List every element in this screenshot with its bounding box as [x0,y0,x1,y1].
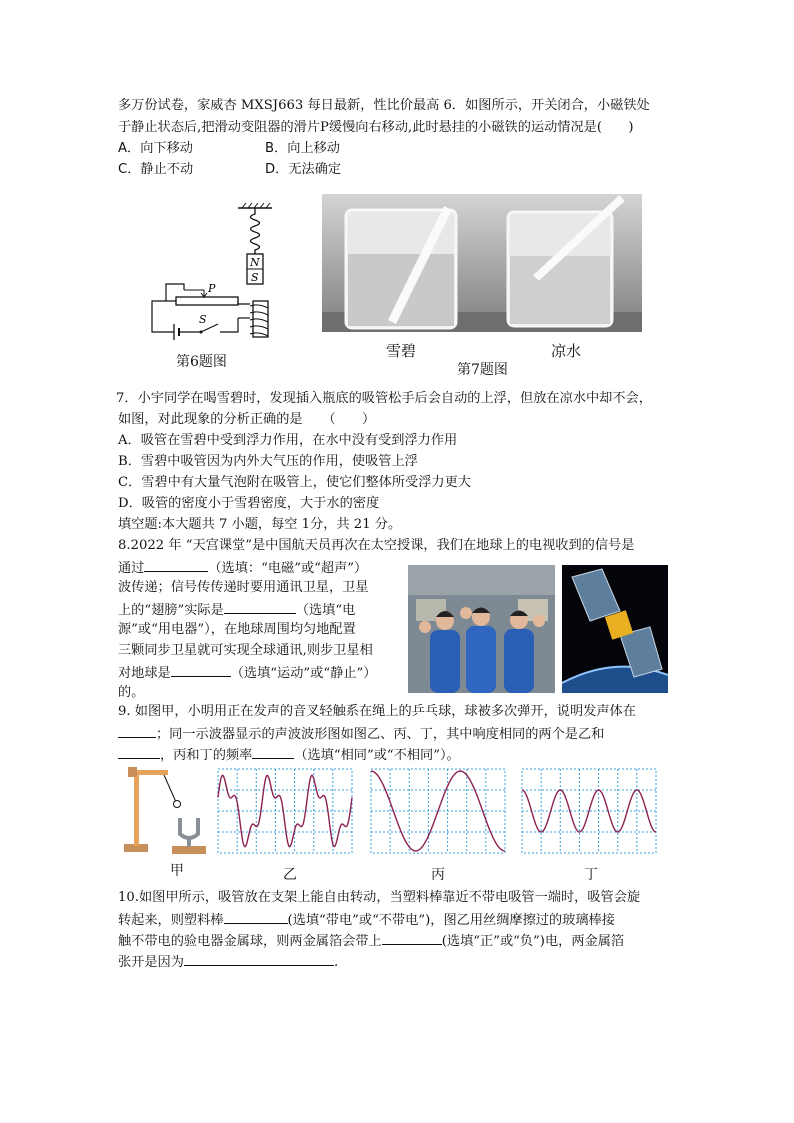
q8-line-2: 通过 （选填：“电磁”或“超声”） [118,557,367,579]
q7-line-2: 如图，对此现象的分析正确的是 （ ） [118,412,376,427]
q8-line-7: 对地球是 （选填“运动”或“静止”） [118,662,376,684]
q9-blank-2[interactable] [118,744,160,759]
q10-line-4: 张开是因为 . [118,951,338,973]
q8-blank-1[interactable] [144,557,208,572]
q7-figure-caption: 第7题图 [457,362,508,378]
astronauts-photo [408,565,555,693]
q9-blank-3[interactable] [252,744,294,759]
q6-option-b: B．向上移动 [265,141,340,156]
q7-option-c: C．雪碧中有大量气泡附在吸管上，使它们整体所受浮力更大 [118,475,471,490]
caption-jia: 甲 [170,863,184,879]
magnet-s-label: S [251,271,259,284]
q6-option-d: D．无法确定 [265,162,342,177]
satellite-photo [562,565,668,693]
q7-option-b: B．雪碧中吸管因为内外大气压的作用，使吸管上浮 [118,454,418,469]
q7-option-d: D．吸管的密度小于雪碧密度，大于水的密度 [118,496,380,511]
astronauts-illustration [408,565,555,693]
caption-yi: 乙 [283,867,297,883]
q6-option-c: C．静止不动 [118,162,194,177]
caption-bing: 丙 [431,867,445,883]
q10-line-1: 10.如图甲所示，吸管放在支架上能自由转动，当塑料棒靠近不带电吸管一端时，吸管会旋 [118,890,641,905]
slider-p-label: P [208,282,216,295]
q7-glasses-photo [322,194,642,332]
q8-blank-3[interactable] [171,662,231,677]
waveform-yi [217,768,354,854]
waveform-bing [370,768,507,854]
q8-line-8: 的。 [118,685,145,700]
q10-blank-2[interactable] [382,930,442,945]
q7-line-1: 7．小宇同学在喝雪碧时，发现插入瓶底的吸管松手后会自动的上浮，但放在凉水中却不会， [116,391,652,406]
q7-option-a: A．吸管在雪碧中受到浮力作用，在水中没有受到浮力作用 [118,433,458,448]
q9-line-1: 9. 如图甲，小明用正在发声的音叉轻触系在绳上的乒乓球，球被多次弹开，说明发声体在 [118,704,636,719]
q8-blank-2[interactable] [224,599,296,614]
q9-line-3: ，丙和丁的频率 （选填“相同”或“不相同”）。 [118,744,460,766]
q6-line-2: 于静止状态后,把滑动变阻器的滑片P缓慢向右移动,此时悬挂的小磁铁的运动情况是( ) [118,120,634,135]
q9-blank-1[interactable] [118,723,156,738]
q7-label-sprite: 雪碧 [386,342,417,360]
satellite-illustration [562,565,668,693]
q10-line-2: 转起来，则塑料棒 (选填“带电”或“不带电”)，图乙用丝绸摩擦过的玻璃棒接 [118,909,615,931]
q6-line-1: 多万份试卷，家威杏 MXSJ663 每日最新，性比价最高 6．如图所示，开关闭合，小磁铁处 [118,98,650,113]
q10-blank-1[interactable] [224,909,288,924]
waveform-ding [521,768,658,854]
q9-line-2: ；同一示波器显示的声波波形图如图乙、丙、丁，其中响度相同的两个是乙和 [118,723,604,745]
caption-ding: 丁 [584,867,598,883]
q7-label-water: 凉水 [551,342,582,360]
magnet-n-label: N [250,256,260,269]
switch-s-label: S [199,313,207,326]
q6-figure-caption: 第6题图 [176,354,227,370]
q10-line-3: 触不带电的验电器金属球，则两金属箔会带上 (选填“正”或“负”)电，两金属箔 [118,930,624,952]
q6-option-a: A．向下移动 [118,141,193,156]
tuning-fork-figure [118,766,210,856]
q8-line-3: 波传递；信号传传递时要用通讯卫星，卫星 [118,580,369,595]
q8-line-5: 源”或“用电器”），在地球周围均匀地配置 [118,622,356,637]
glasses-illustration [322,194,642,332]
q8-line-6: 三颗同步卫星就可实现全球通讯,则步卫星相 [118,643,373,658]
q8-line-1: 8.2022 年 “天宫课堂”是中国航天员再次在太空授课，我们在地球上的电视收到的信号是 [118,538,635,553]
q10-blank-3[interactable] [184,951,334,966]
section-heading: 填空题:本大题共 7 小题，每空 1分，共 21 分。 [118,517,402,532]
q6-circuit-figure [146,200,276,345]
q8-line-4: 上的“翅膀”实际是 （选填“电 [118,599,355,621]
